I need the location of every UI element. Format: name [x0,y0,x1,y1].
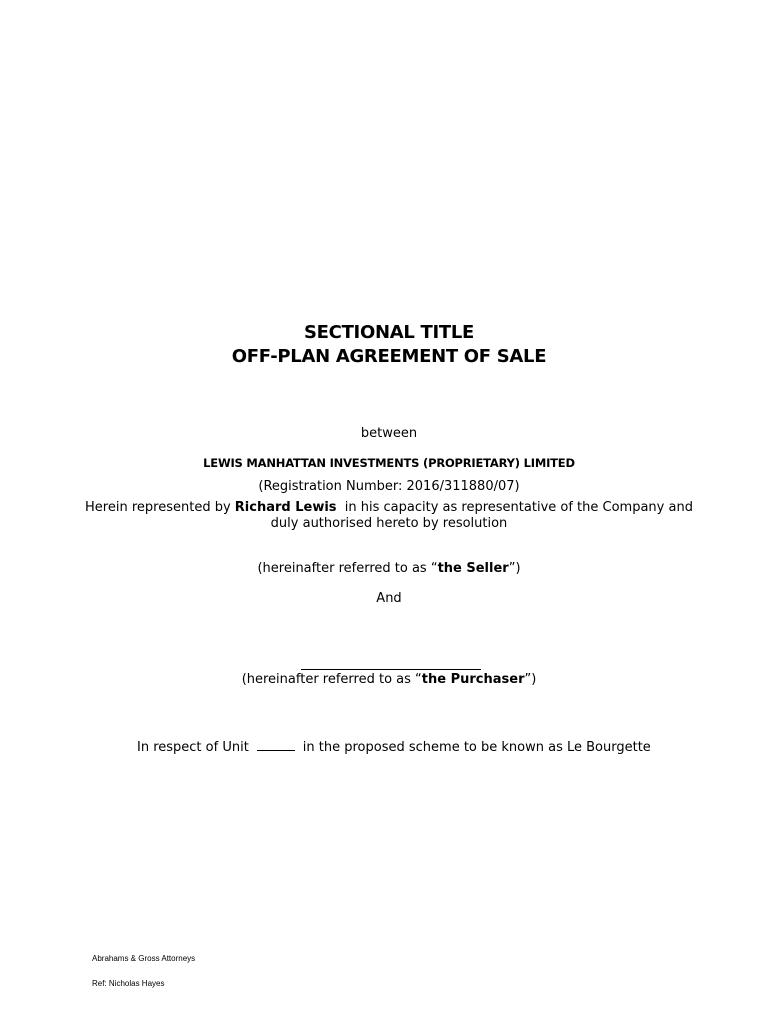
unit-suffix: in the proposed scheme to be known as Le Bourgette [302,740,651,755]
rep-suffix: in his capacity as representative of the Company and [336,500,693,515]
representation-line-2: duly authorised hereto by resolution [270,516,508,531]
seller-prefix: (hereinafter referred to as “ [257,561,438,576]
purchaser-term: the Purchaser [421,672,525,687]
purchaser-suffix: ”) [524,672,537,687]
purchaser-designation [0,672,770,687]
unit-number-blank[interactable] [257,739,295,751]
seller-company-name: LEWIS MANHATTAN INVESTMENTS (PROPRIETARY) LIMITED [203,456,575,470]
rep-prefix: Herein represented by [85,500,235,515]
title-line-2: OFF-PLAN AGREEMENT OF SALE [231,346,547,367]
seller-term: the Seller [437,561,509,576]
footer-reference: Ref: Nicholas Hayes [92,979,165,988]
unit-statement [137,739,651,755]
title-line-1: SECTIONAL TITLE [304,322,474,343]
purchaser-prefix: (hereinafter referred to as “ [241,672,422,687]
between-text: between [360,426,418,441]
purchaser-name-blank[interactable] [301,669,481,670]
seller-designation [0,561,770,576]
representation-line-1 [0,500,770,515]
registration-number: (Registration Number: 2016/311880/07) [258,479,520,494]
representative-name: Richard Lewis [234,500,337,515]
and-text: And [376,591,402,606]
unit-prefix: In respect of Unit [137,740,249,755]
footer-firm: Abrahams & Gross Attorneys [92,954,196,963]
seller-suffix: ”) [508,561,521,576]
